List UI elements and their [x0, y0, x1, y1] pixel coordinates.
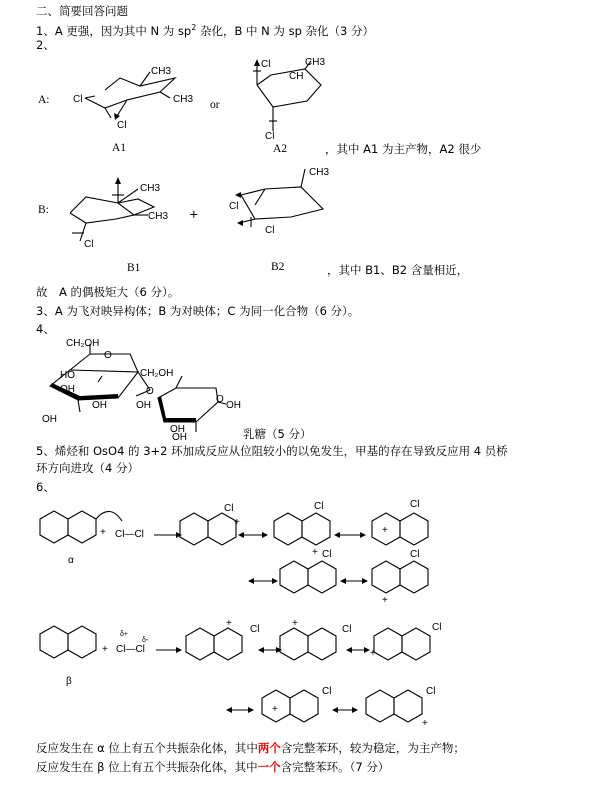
atom-label: Cl	[73, 94, 83, 105]
molecule-B2	[225, 165, 340, 240]
partial-charge: δ+	[120, 631, 128, 638]
molecule-B1	[58, 175, 183, 250]
plus-sign: +	[102, 644, 108, 655]
ring-bond	[105, 108, 111, 118]
ring-bond	[241, 187, 323, 219]
naphthalene-ring	[68, 511, 96, 543]
ring-bond	[160, 92, 170, 98]
plus-sign: +	[189, 207, 199, 221]
arrow-head	[226, 707, 232, 713]
or-label: or	[210, 99, 220, 111]
partial-charge: δ-	[142, 637, 149, 644]
q6-line1-pre: 反应发生在 α 位上有五个共振杂化体，其中	[36, 741, 258, 755]
beta-resonance-scheme	[30, 612, 590, 742]
molecule-A1	[65, 60, 205, 130]
atom-label: Cl	[261, 59, 271, 70]
atom-label: CH	[289, 71, 304, 82]
atom-label: CH3	[148, 211, 169, 222]
naphthalene-ring	[394, 690, 422, 722]
naphthalene-ring	[400, 561, 428, 593]
naphthalene-ring	[290, 690, 318, 722]
naphthalene-ring	[186, 628, 214, 660]
ring-bond	[78, 400, 80, 412]
naphthalene-ring	[180, 513, 208, 545]
naphthalene-ring	[68, 626, 96, 658]
q1-superscript: 2	[191, 23, 197, 32]
naphthalene-ring	[302, 513, 330, 545]
naphthalene-ring	[366, 690, 394, 722]
question-3: 3、A 为飞对映异构体；B 为对映体；C 为同一化合物（6 分）。	[36, 304, 360, 318]
charge: +	[382, 595, 388, 606]
q1-num: 1、	[36, 23, 55, 38]
arrow-head	[248, 707, 254, 713]
charge: +	[226, 618, 232, 629]
atom-label: CH3	[305, 57, 326, 68]
atom-label: CH3	[309, 167, 330, 178]
naphthalene-ring	[402, 628, 430, 660]
curved-arrow	[96, 511, 122, 521]
label-A1: A1	[112, 142, 127, 154]
ring-bond	[98, 376, 102, 382]
note-A: ，其中 A1 为主产物，A2 很少	[325, 142, 482, 156]
arrow-head	[238, 532, 244, 538]
atom-label: CH3	[140, 183, 161, 194]
q5-line2: 环方向进攻（4 分）	[36, 461, 139, 475]
q1-text-pre: A 更强，因为其中 N 为 sp	[54, 23, 192, 38]
atom-label: Cl	[265, 225, 275, 236]
oh-group: OH	[170, 424, 185, 435]
bridge-oxygen: O	[146, 386, 154, 397]
oh-group: OH	[172, 432, 187, 443]
naphthalene-ring	[274, 513, 302, 545]
q2-num: 2、	[36, 38, 55, 52]
oh-group: OH	[42, 414, 57, 425]
label-B2: B2	[271, 261, 285, 273]
q6-conclusion-beta	[36, 760, 389, 774]
arrow-head	[340, 578, 346, 584]
arrow-head	[334, 532, 340, 538]
alpha-resonance-scheme	[30, 497, 590, 612]
ring-bond	[70, 213, 134, 223]
alpha-label: α	[68, 555, 74, 566]
atom-label: CH3	[173, 94, 194, 105]
atom-label: Cl	[426, 686, 436, 697]
ch2oh-group: CH₂OH	[140, 368, 174, 379]
ch2oh-group: CH₂OH	[66, 338, 100, 349]
atom-label: Cl	[410, 549, 420, 560]
section-title: 二、简要回答问题	[36, 4, 128, 18]
arrow-head	[272, 578, 278, 584]
naphthalene-ring	[308, 561, 336, 593]
ring-bond	[70, 197, 154, 215]
note-B: ，其中 B1、B2 含量相近，	[327, 263, 469, 277]
wedge-bond	[158, 396, 196, 422]
q6-line2-pre: 反应发生在 β 位上有五个共振杂化体，其中	[36, 760, 258, 774]
naphthalene-ring	[214, 628, 242, 660]
atom-label: Cl	[229, 201, 239, 212]
reagent-label: Cl—Cl	[116, 644, 145, 655]
q6-line2-post: 含完整苯环。（7 分）	[280, 760, 390, 774]
arrow-head	[346, 647, 352, 653]
oh-group: OH	[92, 400, 107, 411]
charge: +	[370, 648, 376, 659]
atom-label: Cl	[314, 501, 324, 512]
ring-bond	[158, 388, 218, 422]
arrow-head	[254, 59, 260, 66]
atom-label: Cl	[410, 499, 420, 510]
q6-line2-highlight: 一个	[257, 760, 281, 774]
lactose-structure	[40, 336, 250, 441]
charge: +	[382, 525, 388, 536]
dipole-tick	[85, 96, 95, 98]
naphthalene-ring	[400, 513, 428, 545]
q6-conclusion-alpha	[36, 741, 465, 755]
q2-conclusion: 故 A 的偶极矩大（6 分）。	[36, 285, 180, 299]
question-1	[36, 21, 374, 38]
oh-group: OH	[60, 384, 75, 395]
arrow-head	[114, 113, 120, 120]
q6-line1-post: 含完整苯环，较为稳定，为主产物；	[280, 741, 465, 755]
arrow-head	[115, 177, 121, 184]
arrow-head	[262, 532, 268, 538]
ring-bond	[301, 169, 305, 187]
naphthalene-ring	[40, 626, 68, 658]
label-B1: B1	[127, 262, 141, 274]
arrow-head	[237, 220, 243, 226]
ring-oxygen: O	[104, 350, 112, 361]
q4-caption: 乳糖（5 分）	[243, 427, 312, 441]
beta-label: β	[66, 676, 72, 687]
q1-text-post: 杂化，B 中 N 为 sp 杂化（3 分）	[196, 23, 374, 38]
q6-line1-highlight: 两个	[257, 741, 281, 755]
arrow-head	[258, 647, 264, 653]
atom-label: Cl	[322, 686, 332, 697]
label-A2: A2	[273, 143, 288, 155]
atom-label: Cl	[322, 549, 332, 560]
ring-oxygen: O	[216, 394, 224, 405]
atom-label: Cl	[432, 622, 442, 633]
arrow-head	[248, 578, 254, 584]
arrow-head	[176, 647, 182, 653]
q6-num: 6、	[36, 480, 55, 494]
ring-bond	[176, 376, 182, 388]
q5-line1: 5、烯烃和 OsO4 的 3+2 环加成反应从位阻较小的以免发生，甲基的存在导致反应用 4 员桥	[36, 444, 508, 458]
q4-num: 4、	[36, 322, 55, 336]
naphthalene-ring	[372, 561, 400, 593]
arrow-head	[332, 707, 338, 713]
atom-label: Cl	[224, 503, 234, 514]
charge: +	[292, 618, 298, 629]
charge: +	[272, 704, 278, 715]
arrow-head	[362, 578, 368, 584]
naphthalene-ring	[308, 628, 336, 660]
label-A: A:	[38, 94, 50, 106]
arrow-head	[352, 707, 358, 713]
naphthalene-ring	[280, 561, 308, 593]
charge: +	[422, 718, 428, 729]
arrow-head	[235, 192, 241, 198]
atom-label: Cl	[265, 131, 275, 142]
naphthalene-ring	[40, 511, 68, 543]
atom-label: Cl	[84, 239, 94, 250]
atom-label: CH3	[151, 66, 172, 77]
naphthalene-ring	[280, 628, 308, 660]
charge: +	[234, 517, 240, 528]
reagent-label: Cl—Cl	[115, 529, 144, 540]
molecule-A2	[243, 55, 333, 140]
oh-group: OH	[226, 400, 241, 411]
oh-group: OH	[136, 400, 151, 411]
atom-label: Cl	[117, 120, 127, 131]
plus-sign: +	[100, 527, 106, 538]
naphthalene-ring	[208, 513, 236, 545]
atom-label: Cl	[250, 624, 260, 635]
ho-group: HO	[60, 370, 75, 381]
label-B: B:	[38, 204, 49, 216]
arrow-head	[360, 532, 366, 538]
naphthalene-ring	[374, 628, 402, 660]
charge: +	[312, 547, 318, 558]
atom-label: Cl	[342, 624, 352, 635]
